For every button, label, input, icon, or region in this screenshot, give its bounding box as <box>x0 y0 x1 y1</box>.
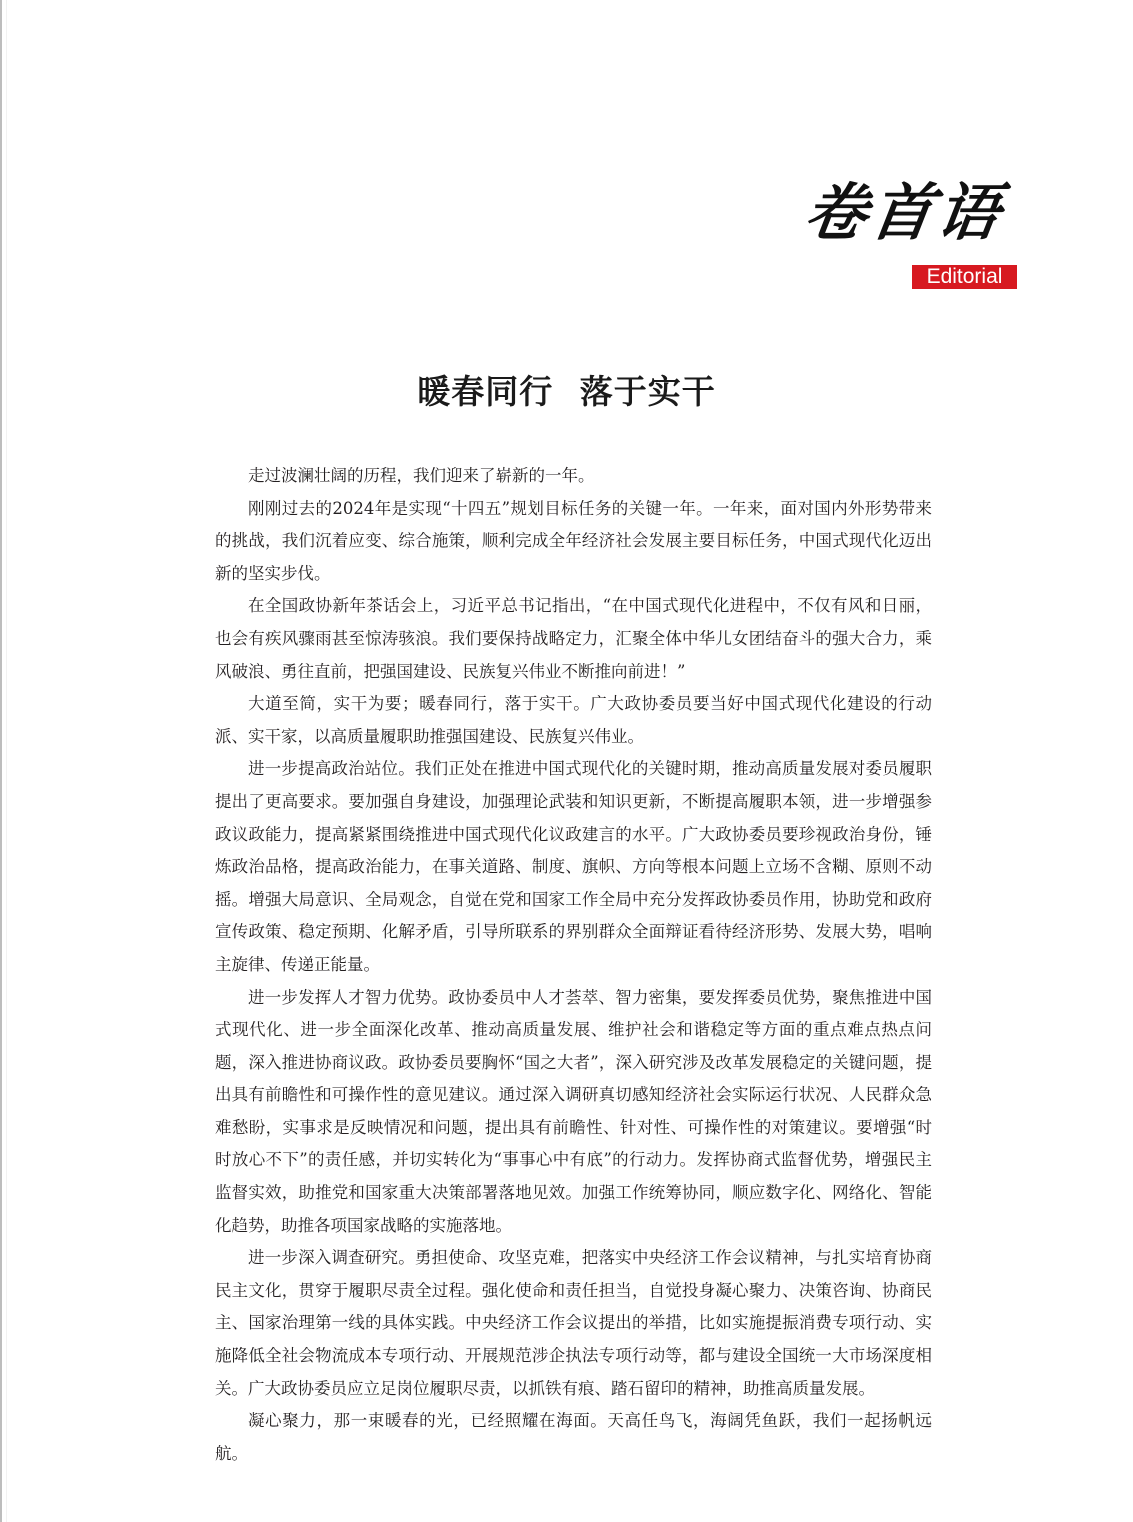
paragraph-1: 走过波澜壮阔的历程，我们迎来了崭新的一年。 <box>248 466 595 485</box>
page-edge-rule <box>0 0 2 1522</box>
paragraph-8: 凝心聚力，那一束暖春的光，已经照耀在海面。天高任鸟飞，海阔凭鱼跃，我们一起扬帆远航。 <box>215 1411 932 1463</box>
editorial-badge: Editorial <box>912 265 1017 289</box>
paragraph-2: 刚刚过去的2024年是实现“十四五”规划目标任务的关键一年。一年来，面对国内外形势带来的挑战，我们沉着应变、综合施策，顺利完成全年经济社会发展主要目标任务，中国式现代化迈出新的坚实步伐。 <box>215 498 932 583</box>
article-title: 暖春同行 落于实干 <box>417 372 716 411</box>
paragraph-4: 大道至简，实干为要；暖春同行，落于实干。广大政协委员要当好中国式现代化建设的行动派、实干家，以高质量履职助推强国建设、民族复兴伟业。 <box>215 694 932 746</box>
paragraph-5: 进一步提高政治站位。我们正处在推进中国式现代化的关键时期，推动高质量发展对委员履职提出了更高要求。要加强自身建设，加强理论武装和知识更新，不断提高履职本领，进一步增强参政议政能力，提高紧紧围绕推进中国式现代化议政建言的水平。广大政协委员要珍视政治身份，锤炼政治品格，提高政治能力，在事关道路、制度、旗帜、方向等根本问题上立场不含糊、原则不动摇。增强大局意识、全局观念，自觉在党和国家工作全局中充分发挥政协委员作用，协助党和政府宣传政策、稳定预期、化解矛盾，引导所联系的界别群众全面辩证看待经济形势、发展大势，唱响主旋律、传递正能量。 <box>215 759 932 974</box>
article-body <box>215 460 932 1470</box>
column-masthead <box>799 168 1035 293</box>
paragraph-6: 进一步发挥人才智力优势。政协委员中人才荟萃、智力密集，要发挥委员优势，聚焦推进中国式现代化、进一步全面深化改革、推动高质量发展、维护社会和谐稳定等方面的重点难点热点问题，深入推进协商议政。政协委员要胸怀“国之大者”，深入研究涉及改革发展稳定的关键问题，提出具有前瞻性和可操作性的意见建议。通过深入调研真切感知经济社会实际运行状况、人民群众急难愁盼，实事求是反映情况和问题，提出具有前瞻性、针对性、可操作性的对策建议。要增强“时时放心不下”的责任感，并切实转化为“事事心中有底”的行动力。发挥协商式监督优势，增强民主监督实效，助推党和国家重大决策部署落地见效。加强工作统筹协同，顺应数字化、网络化、智能化趋势，助推各项国家战略的实施落地。 <box>215 987 932 1235</box>
column-name-calligraphy: 卷首语 <box>799 176 1009 249</box>
paragraph-3: 在全国政协新年茶话会上，习近平总书记指出，“在中国式现代化进程中，不仅有风和日丽，也会有疾风骤雨甚至惊涛骇浪。我们要保持战略定力，汇聚全体中华儿女团结奋斗的强大合力，乘风破浪、勇往直前，把强国建设、民族复兴伟业不断推向前进！” <box>215 596 932 681</box>
paragraph-7: 进一步深入调查研究。勇担使命、攻坚克难，把落实中央经济工作会议精神，与扎实培育协商民主文化，贯穿于履职尽责全过程。强化使命和责任担当，自觉投身凝心聚力、决策咨询、协商民主、国家治理第一线的具体实践。中央经济工作会议提出的举措，比如实施提振消费专项行动、实施降低全社会物流成本专项行动、开展规范涉企执法专项行动等，都与建设全国统一大市场深度相关。广大政协委员应立足岗位履职尽责，以抓铁有痕、踏石留印的精神，助推高质量发展。 <box>215 1248 932 1398</box>
page-edge-rule-inner <box>6 0 7 1522</box>
